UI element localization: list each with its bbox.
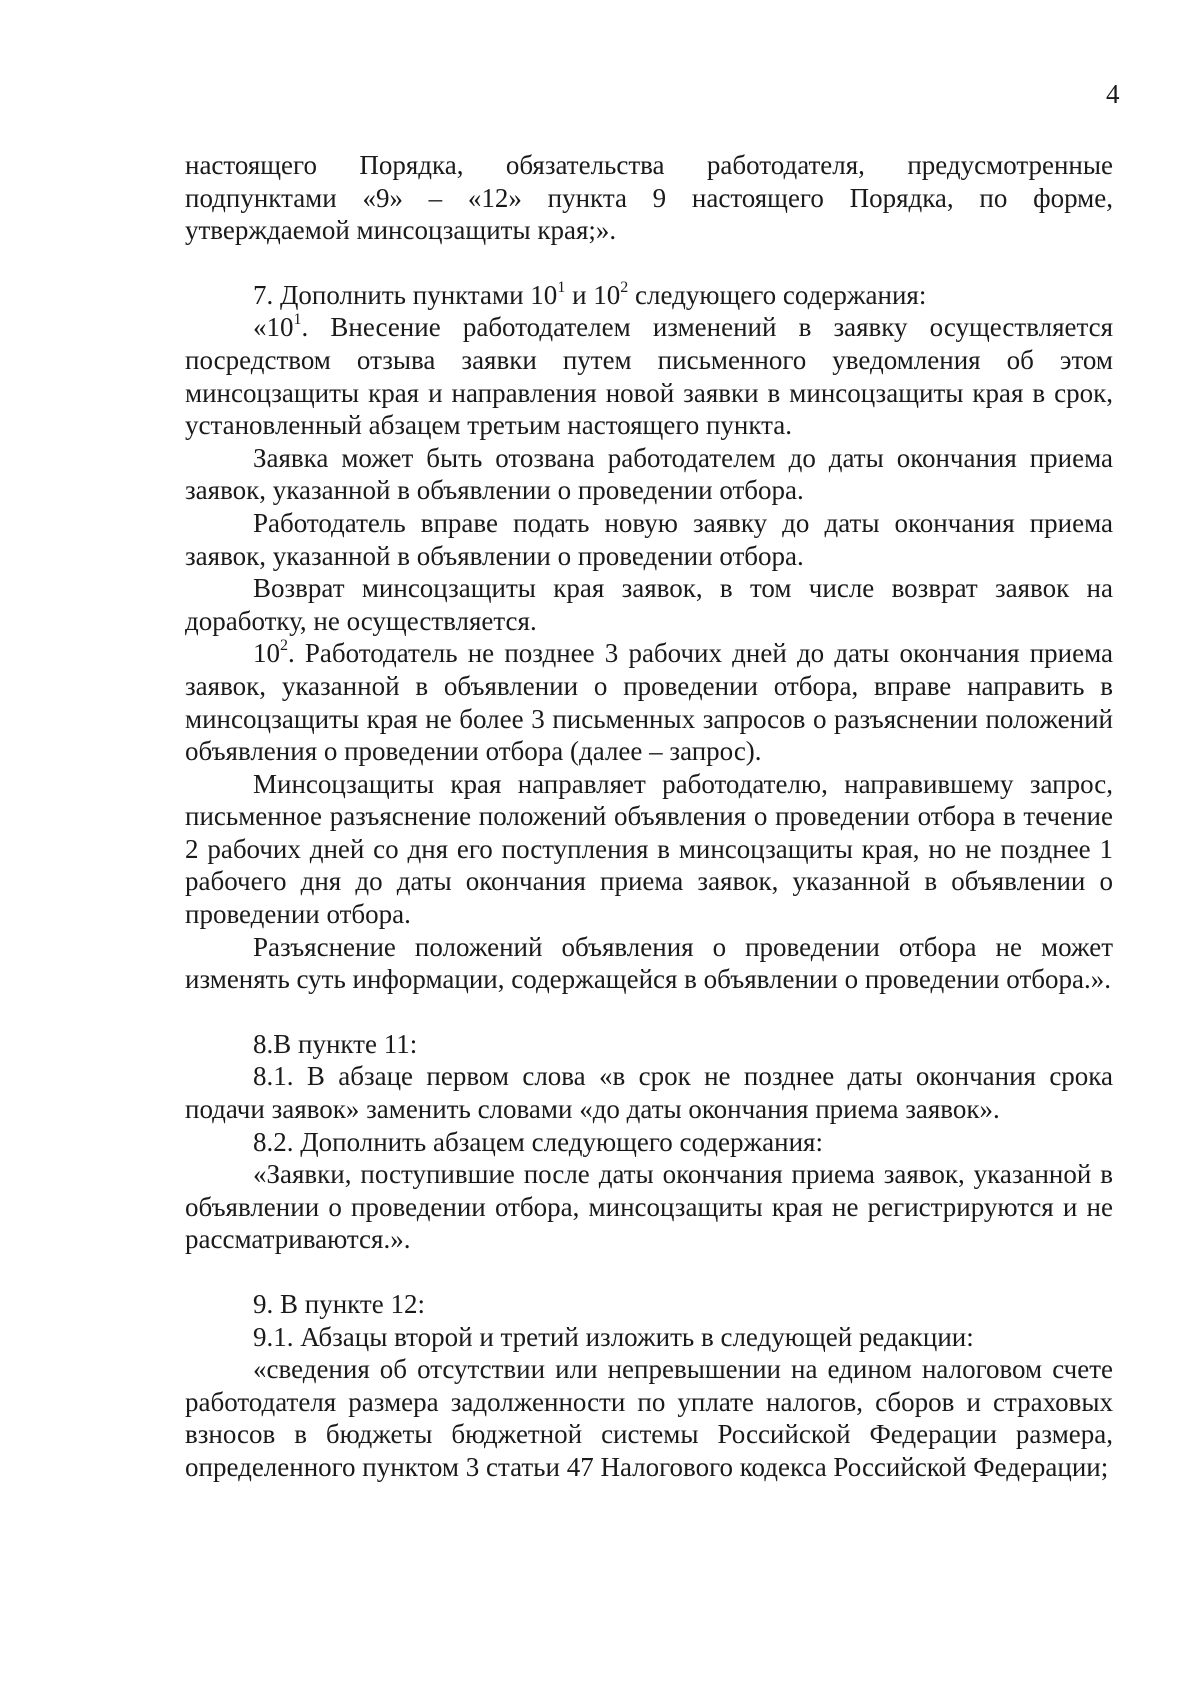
paragraph: настоящего Порядка, обязательства работодателя, предусмотренные подпунктами «9» – «12» пункта 9 настоящего Порядка, по форме, утверждаемой минсоцзащиты края;». xyxy=(185,150,1113,246)
paragraph-item-7: 7. Дополнить пунктами $10^1$ и $10^2$ следующего содержания: xyxy=(253,278,927,310)
paragraph: Работодатель вправе подать новую заявку до даты окончания приема заявок, указанной в объявлении о проведении отбора. xyxy=(185,507,1113,571)
paragraph: «Заявки, поступившие после даты окончания приема заявок, указанной в объявлении о проведении отбора, минсоцзащиты края не регистрируются и не рассматриваются.». xyxy=(185,1159,1113,1255)
paragraph: 8.1. В абзаце первом слова «в срок не позднее даты окончания срока подачи заявок» заменить словами «до даты окончания приема заявок». xyxy=(185,1061,1113,1125)
paragraph: Заявка может быть отозвана работодателем до даты окончания приема заявок, указанной в объявлении о проведении отбора. xyxy=(185,442,1113,506)
paragraph: «сведения об отсутствии или непревышении на едином налоговом счете работодателя размера задолженности по уплате налогов, сборов и страховых взносов в бюджеты бюджетной системы Российской Федерации размера, определенного пунктом 3 статьи 47 Налогового кодекса Российской Федерации; xyxy=(185,1354,1113,1482)
paragraph-item-10-1: «$10^1$. Внесение работодателем изменений в заявку осуществляется посредством отзыва заявки путем письменного уведомления об этом минсоцзащиты края и направления новой заявки в минсоцзащиты края в срок, установленный абзацем третьим настоящего пункта. xyxy=(185,311,1113,441)
document-body xyxy=(185,149,1113,1484)
page-number: 4 xyxy=(1106,79,1120,109)
paragraph-item-9: 9. В пункте 12: xyxy=(253,1289,425,1319)
paragraph: Разъяснение положений объявления о проведении отбора не может изменять суть информации, содержащейся в объявлении о проведении отбора.». xyxy=(185,931,1113,995)
paragraph: 8.2. Дополнить абзацем следующего содержания: xyxy=(253,1126,823,1157)
paragraph-item-8: 8.В пункте 11: xyxy=(253,1028,418,1059)
paragraph: Возврат минсоцзащиты края заявок, в том числе возврат заявок на доработку, не осуществляется. xyxy=(185,573,1113,636)
paragraph: 9.1. Абзацы второй и третий изложить в следующей редакции: xyxy=(253,1321,974,1352)
paragraph: Минсоцзащиты края направляет работодателю, направившему запрос, письменное разъяснение положений объявления о проведении отбора в течение 2 рабочих дней со дня его поступления в минсоцзащиты края, но не позднее 1 рабочего дня до даты окончания приема заявок, указанной в объявлении о проведении отбора. xyxy=(185,768,1113,930)
paragraph-item-10-2: $10^2$. Работодатель не позднее 3 рабочих дней до даты окончания приема заявок, указанной в объявлении о проведении отбора, вправе направить в минсоцзащиты края не более 3 письменных запросов о разъяснении положений объявления о проведении отбора (далее – запрос). xyxy=(185,637,1113,767)
